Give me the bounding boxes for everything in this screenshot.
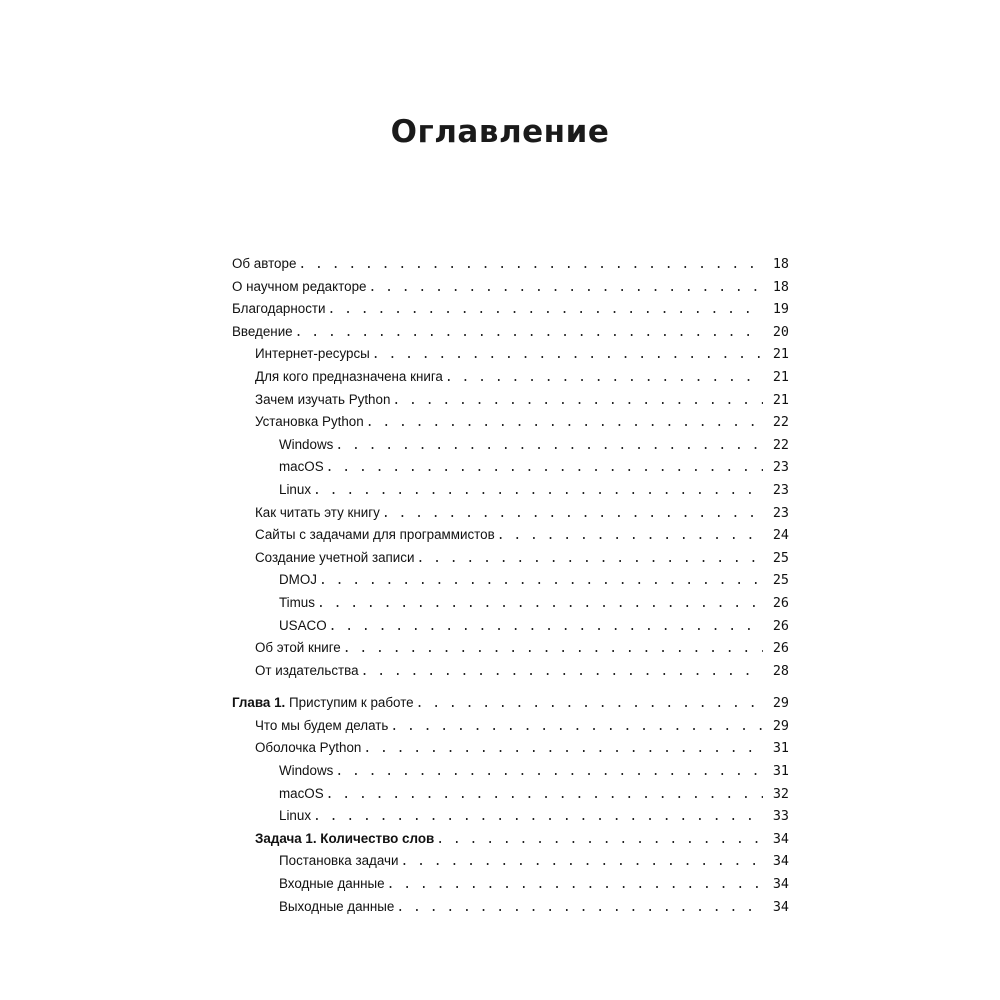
toc-entry bbox=[232, 896, 789, 919]
dot-leader bbox=[382, 503, 763, 526]
toc-entry-title bbox=[279, 434, 333, 457]
dot-leader bbox=[445, 367, 763, 390]
toc-entry-title bbox=[255, 547, 414, 570]
dot-leader bbox=[313, 806, 763, 829]
toc-entry bbox=[232, 850, 789, 873]
dot-leader bbox=[295, 322, 763, 345]
page-number: 34 bbox=[772, 854, 789, 870]
page-number: 18 bbox=[772, 257, 789, 272]
page-number: 31 bbox=[772, 741, 789, 757]
dot-leader bbox=[335, 435, 763, 458]
dot-leader bbox=[361, 661, 763, 684]
toc-entry bbox=[232, 592, 789, 615]
dot-leader bbox=[329, 616, 763, 639]
toc-entry bbox=[232, 411, 789, 434]
dot-leader bbox=[392, 390, 763, 413]
page-number: 32 bbox=[772, 786, 789, 802]
toc-entry-title bbox=[255, 828, 434, 851]
dot-leader bbox=[326, 457, 763, 480]
page-number: 24 bbox=[772, 528, 789, 544]
toc-entry bbox=[232, 783, 789, 806]
dot-leader bbox=[343, 638, 763, 661]
toc-entry bbox=[232, 502, 789, 525]
toc-entry-title bbox=[279, 479, 311, 502]
toc-entry-label: Windows bbox=[279, 436, 334, 452]
dot-leader bbox=[363, 738, 763, 761]
toc-entry bbox=[232, 366, 789, 389]
dot-leader bbox=[396, 897, 763, 920]
toc-entry-title bbox=[255, 389, 390, 412]
page-number: 34 bbox=[772, 831, 789, 847]
page-number: 21 bbox=[772, 369, 789, 385]
page-number: 26 bbox=[772, 618, 789, 634]
toc-entry-label: Выходные данные bbox=[279, 898, 395, 914]
page-number: 20 bbox=[772, 324, 789, 340]
dot-leader bbox=[372, 344, 763, 367]
toc-entry-label: Постановка задачи bbox=[279, 853, 399, 869]
toc-entry-title bbox=[255, 715, 388, 738]
dot-leader bbox=[313, 480, 763, 503]
toc-entry-label: Создание учетной записи bbox=[255, 549, 415, 565]
dot-leader bbox=[326, 784, 763, 807]
toc-entry bbox=[232, 737, 789, 760]
toc-entry-title bbox=[255, 502, 380, 525]
toc-entry-title bbox=[255, 411, 364, 434]
toc-entry-label: Linux bbox=[279, 481, 312, 497]
dot-leader bbox=[436, 829, 763, 852]
page-number: 23 bbox=[772, 460, 789, 476]
toc-entry-label: Зачем изучать Python bbox=[255, 391, 391, 407]
toc-entry-title bbox=[279, 615, 327, 638]
dot-leader bbox=[328, 299, 764, 322]
page-number: 23 bbox=[772, 505, 789, 521]
toc-entry-title bbox=[255, 637, 341, 660]
toc-entry bbox=[232, 715, 789, 738]
dot-leader bbox=[416, 548, 763, 571]
toc-entry-title bbox=[255, 366, 443, 389]
toc-entry-title bbox=[255, 660, 359, 683]
toc-entry-label: Об авторе bbox=[232, 256, 297, 271]
toc-entry-title bbox=[232, 253, 296, 276]
toc-entry bbox=[232, 873, 789, 896]
toc-entry-label: Задача 1. Количество слов bbox=[255, 830, 435, 846]
toc-entry-label: Об этой книге bbox=[255, 640, 341, 656]
toc-entry-title bbox=[279, 896, 394, 919]
toc-entry bbox=[232, 456, 789, 479]
toc-entry bbox=[232, 637, 789, 660]
toc-entry-label: Linux bbox=[279, 808, 312, 824]
toc-entry-label: Windows bbox=[279, 763, 334, 779]
toc-entry-label: Введение bbox=[232, 323, 293, 339]
toc-entry-title bbox=[255, 524, 495, 547]
toc-entry bbox=[232, 298, 789, 321]
toc-entry bbox=[232, 276, 789, 299]
toc-entry-label: Интернет-ресурсы bbox=[255, 346, 370, 362]
dot-leader bbox=[400, 851, 763, 874]
page-number: 28 bbox=[772, 663, 789, 679]
table-of-contents bbox=[232, 253, 789, 918]
toc-entry-label: Что мы будем делать bbox=[255, 717, 389, 733]
page-title: Оглавление bbox=[390, 114, 610, 150]
toc-entry-label: macOS bbox=[279, 459, 324, 475]
toc-entry-title bbox=[255, 737, 361, 760]
dot-leader bbox=[317, 593, 763, 616]
page-number: 34 bbox=[772, 899, 789, 915]
page-number: 25 bbox=[772, 550, 789, 566]
page-number: 26 bbox=[772, 641, 789, 657]
page-number: 23 bbox=[772, 482, 789, 498]
toc-entry bbox=[232, 389, 789, 412]
toc-entry-label: Как читать эту книгу bbox=[255, 504, 380, 520]
page-number: 34 bbox=[772, 877, 789, 893]
dot-leader bbox=[319, 570, 763, 593]
dot-leader bbox=[298, 254, 763, 277]
toc-entry-label: Благодарности bbox=[232, 301, 326, 317]
toc-entry bbox=[232, 253, 789, 276]
toc-entry-title bbox=[279, 873, 385, 896]
toc-entry-title bbox=[279, 569, 317, 592]
toc-entry bbox=[232, 321, 789, 344]
toc-entry-label: О научном редакторе bbox=[232, 278, 367, 294]
toc-entry-title bbox=[232, 321, 293, 344]
toc-entry-label: Оболочка Python bbox=[255, 740, 362, 756]
toc-entry-label: Приступим к работе bbox=[289, 695, 414, 711]
toc-entry-label: Для кого предназначена книга bbox=[255, 368, 443, 384]
toc-entry-label: Timus bbox=[279, 594, 315, 610]
page-number: 25 bbox=[772, 573, 789, 589]
toc-entry-label: DMOJ bbox=[279, 572, 317, 588]
toc-entry bbox=[232, 828, 789, 851]
toc-entry bbox=[232, 615, 789, 638]
dot-leader bbox=[497, 525, 763, 548]
page-number: 18 bbox=[772, 279, 789, 295]
page-number: 22 bbox=[772, 437, 789, 453]
dot-leader bbox=[390, 716, 763, 739]
toc-entry-label: Входные данные bbox=[279, 876, 385, 892]
toc-entry-label: От издательства bbox=[255, 662, 359, 678]
toc-entry bbox=[232, 343, 789, 366]
toc-entry-title bbox=[232, 276, 366, 299]
toc-entry-title bbox=[279, 805, 311, 828]
toc-entry-title bbox=[279, 783, 324, 806]
dot-leader bbox=[335, 761, 763, 784]
toc-entry bbox=[232, 524, 789, 547]
toc-entry-label: Сайты с задачами для программистов bbox=[255, 527, 495, 543]
toc-entry bbox=[232, 569, 789, 592]
toc-entry bbox=[232, 660, 789, 683]
toc-entry-title bbox=[279, 456, 324, 479]
toc-entry-title bbox=[232, 692, 414, 715]
toc-entry-title bbox=[255, 343, 370, 366]
page-number: 33 bbox=[772, 809, 789, 825]
toc-entry bbox=[232, 805, 789, 828]
page-number: 26 bbox=[772, 595, 789, 611]
page-number: 29 bbox=[772, 718, 789, 734]
toc-entry-title bbox=[279, 850, 398, 873]
toc-entry bbox=[232, 434, 789, 457]
toc-entry bbox=[232, 479, 789, 502]
dot-leader bbox=[387, 874, 763, 897]
page-number: 21 bbox=[772, 347, 789, 363]
toc-entry bbox=[232, 760, 789, 783]
toc-entry-title bbox=[232, 298, 326, 321]
toc-entry bbox=[232, 547, 789, 570]
page-number: 29 bbox=[772, 696, 789, 712]
toc-entry-label: USACO bbox=[279, 617, 327, 633]
page-number: 22 bbox=[772, 415, 789, 431]
page-number: 19 bbox=[772, 302, 789, 318]
toc-entry bbox=[232, 692, 789, 715]
dot-leader bbox=[366, 412, 763, 435]
toc-entry-title bbox=[279, 592, 315, 615]
chapter-prefix: Глава 1. bbox=[232, 695, 286, 711]
page-number: 31 bbox=[772, 764, 789, 780]
dot-leader bbox=[416, 693, 763, 716]
page-number: 21 bbox=[772, 392, 789, 408]
toc-entry-label: macOS bbox=[279, 785, 324, 801]
toc-entry-label: Установка Python bbox=[255, 414, 364, 430]
toc-entry-title bbox=[279, 760, 333, 783]
dot-leader bbox=[368, 277, 763, 300]
